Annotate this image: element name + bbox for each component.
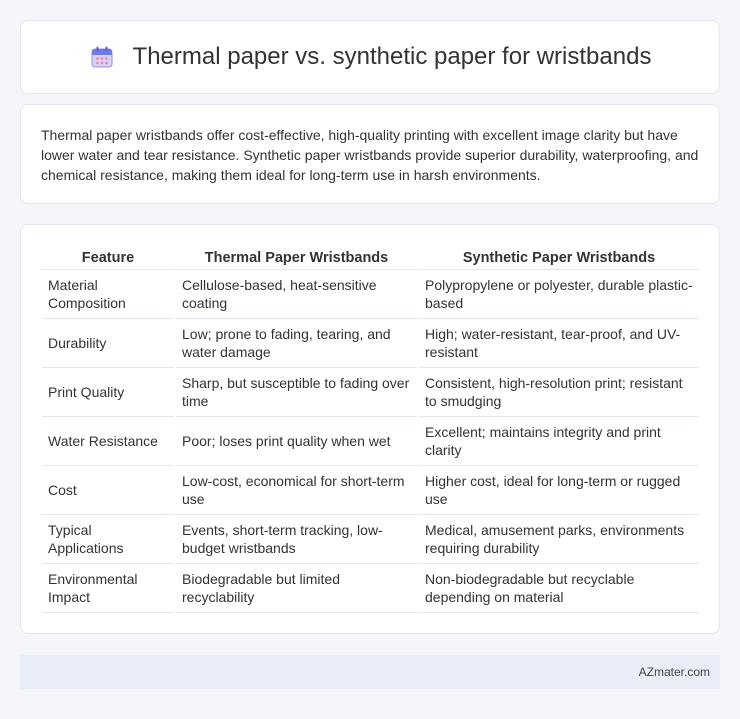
comparison-table-card: [20, 224, 720, 634]
synthetic-cell: Excellent; maintains integrity and print clarity: [418, 416, 699, 465]
synthetic-cell: Consistent, high-resolution print; resistant to smudging: [418, 367, 699, 416]
thermal-cell: Poor; loses print quality when wet: [175, 416, 418, 465]
column-header-synthetic: Synthetic Paper Wristbands: [418, 247, 699, 269]
table-row: [42, 465, 699, 514]
table-row: [42, 367, 699, 416]
column-header-feature: Feature: [42, 247, 175, 269]
table-row: [42, 269, 699, 318]
feature-cell: Environmental Impact: [42, 563, 175, 612]
synthetic-cell: Higher cost, ideal for long-term or rugged use: [418, 465, 699, 514]
feature-cell: Durability: [42, 318, 175, 367]
feature-cell: Print Quality: [42, 367, 175, 416]
thermal-cell: Low; prone to fading, tearing, and water damage: [175, 318, 418, 367]
thermal-cell: Low-cost, economical for short-term use: [175, 465, 418, 514]
synthetic-cell: High; water-resistant, tear-proof, and UV-resistant: [418, 318, 699, 367]
footer-brand: AZmater.com: [638, 665, 710, 679]
feature-cell: Typical Applications: [42, 514, 175, 563]
comparison-table: [42, 247, 699, 613]
table-header-row: [42, 247, 699, 269]
page-title: Thermal paper vs. synthetic paper for wristbands: [132, 43, 652, 70]
summary-text: Thermal paper wristbands offer cost-effective, high-quality printing with excellent image clarity but have lower water and tear resistance. Synthetic paper wristbands provide superior durability, waterproofing, and chemical resistance, making them ideal for long-term use in harsh environments.: [41, 127, 699, 183]
thermal-cell: Cellulose-based, heat-sensitive coating: [175, 269, 418, 318]
summary-card: [20, 104, 720, 204]
feature-cell: Material Composition: [42, 269, 175, 318]
table-row: [42, 514, 699, 563]
table-row: [42, 416, 699, 465]
table-row: [42, 318, 699, 367]
column-header-thermal: Thermal Paper Wristbands: [175, 247, 418, 269]
synthetic-cell: Polypropylene or polyester, durable plastic-based: [418, 269, 699, 318]
thermal-cell: Biodegradable but limited recyclability: [175, 563, 418, 612]
synthetic-cell: Medical, amusement parks, environments requiring durability: [418, 514, 699, 563]
calendar-icon: [89, 44, 115, 70]
table-row: [42, 563, 699, 612]
thermal-cell: Events, short-term tracking, low-budget wristbands: [175, 514, 418, 563]
title-card: [20, 20, 720, 94]
feature-cell: Cost: [42, 465, 175, 514]
feature-cell: Water Resistance: [42, 416, 175, 465]
synthetic-cell: Non-biodegradable but recyclable depending on material: [418, 563, 699, 612]
footer-bar: [20, 655, 720, 689]
thermal-cell: Sharp, but susceptible to fading over time: [175, 367, 418, 416]
